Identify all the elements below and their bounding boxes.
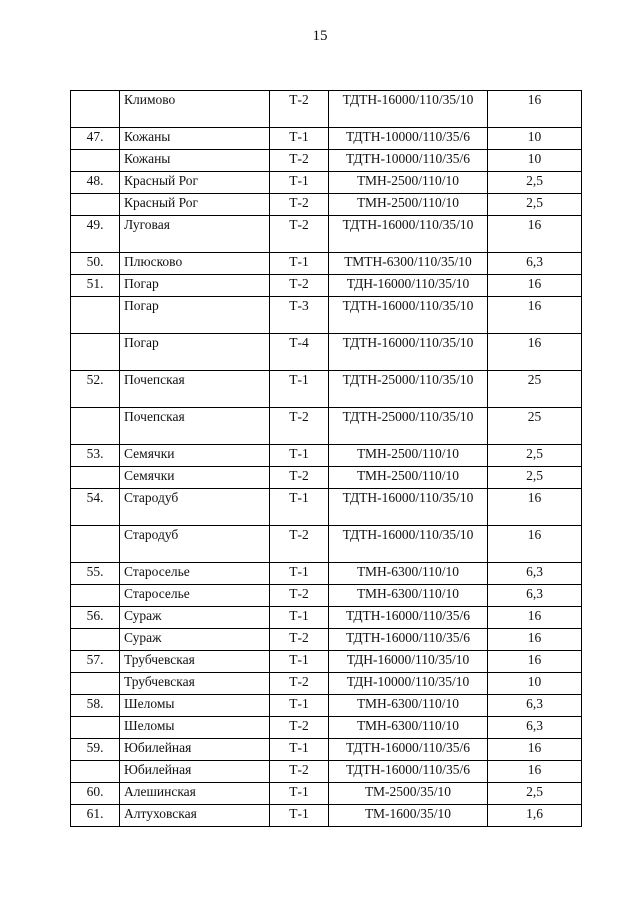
transformer-type-cell: ТДН-10000/110/35/10 — [329, 673, 488, 695]
transformer-id-cell: Т-1 — [270, 445, 329, 467]
power-mva-cell: 16 — [488, 607, 582, 629]
transformer-id-cell: Т-2 — [270, 761, 329, 783]
table-row — [71, 150, 582, 172]
row-number-cell — [71, 717, 120, 739]
transformer-type-cell: ТДТН-16000/110/35/6 — [329, 739, 488, 761]
transformer-type-cell: ТДТН-10000/110/35/6 — [329, 128, 488, 150]
table-row — [71, 717, 582, 739]
row-number-cell — [71, 673, 120, 695]
table-row — [71, 408, 582, 445]
transformer-type-cell: ТДТН-16000/110/35/6 — [329, 607, 488, 629]
row-number-cell: 57. — [71, 651, 120, 673]
transformer-id-cell: Т-3 — [270, 297, 329, 334]
substation-name-cell: Кожаны — [120, 150, 270, 172]
power-mva-cell: 1,6 — [488, 805, 582, 827]
transformer-id-cell: Т-1 — [270, 805, 329, 827]
transformer-id-cell: Т-2 — [270, 408, 329, 445]
substation-name-cell: Погар — [120, 334, 270, 371]
transformer-type-cell: ТМТН-6300/110/35/10 — [329, 253, 488, 275]
power-mva-cell: 2,5 — [488, 194, 582, 216]
transformer-type-cell: ТМН-2500/110/10 — [329, 467, 488, 489]
row-number-cell: 55. — [71, 563, 120, 585]
transformer-type-cell: ТМ-1600/35/10 — [329, 805, 488, 827]
row-number-cell — [71, 334, 120, 371]
transformer-id-cell: Т-1 — [270, 783, 329, 805]
power-mva-cell: 10 — [488, 673, 582, 695]
row-number-cell — [71, 408, 120, 445]
row-number-cell: 59. — [71, 739, 120, 761]
substation-name-cell: Почепская — [120, 371, 270, 408]
row-number-cell — [71, 91, 120, 128]
table-row — [71, 739, 582, 761]
row-number-cell — [71, 150, 120, 172]
transformer-id-cell: Т-1 — [270, 563, 329, 585]
transformer-type-cell: ТМН-6300/110/10 — [329, 717, 488, 739]
row-number-cell — [71, 297, 120, 334]
table-row — [71, 297, 582, 334]
power-mva-cell: 16 — [488, 651, 582, 673]
power-mva-cell: 16 — [488, 275, 582, 297]
substation-transformer-table — [70, 90, 582, 827]
table-row — [71, 585, 582, 607]
transformer-id-cell: Т-2 — [270, 150, 329, 172]
transformer-type-cell: ТМ-2500/35/10 — [329, 783, 488, 805]
transformer-id-cell: Т-2 — [270, 585, 329, 607]
row-number-cell: 60. — [71, 783, 120, 805]
transformer-id-cell: Т-1 — [270, 128, 329, 150]
power-mva-cell: 16 — [488, 216, 582, 253]
power-mva-cell: 2,5 — [488, 445, 582, 467]
power-mva-cell: 10 — [488, 128, 582, 150]
table-row — [71, 91, 582, 128]
table-row — [71, 607, 582, 629]
substation-name-cell: Юбилейная — [120, 761, 270, 783]
power-mva-cell: 6,3 — [488, 695, 582, 717]
transformer-type-cell: ТДТН-16000/110/35/6 — [329, 629, 488, 651]
substation-name-cell: Плюсково — [120, 253, 270, 275]
row-number-cell: 48. — [71, 172, 120, 194]
power-mva-cell: 10 — [488, 150, 582, 172]
row-number-cell: 52. — [71, 371, 120, 408]
table-row — [71, 489, 582, 526]
substation-name-cell: Семячки — [120, 445, 270, 467]
row-number-cell — [71, 526, 120, 563]
table-row — [71, 805, 582, 827]
table-row — [71, 445, 582, 467]
table-row — [71, 334, 582, 371]
power-mva-cell: 25 — [488, 371, 582, 408]
power-mva-cell: 16 — [488, 629, 582, 651]
transformer-type-cell: ТДТН-16000/110/35/10 — [329, 216, 488, 253]
power-mva-cell: 6,3 — [488, 717, 582, 739]
transformer-id-cell: Т-2 — [270, 275, 329, 297]
substation-name-cell: Красный Рог — [120, 194, 270, 216]
transformer-type-cell: ТДТН-16000/110/35/10 — [329, 489, 488, 526]
row-number-cell — [71, 761, 120, 783]
transformer-type-cell: ТДТН-16000/110/35/10 — [329, 526, 488, 563]
transformer-type-cell: ТМН-2500/110/10 — [329, 172, 488, 194]
substation-name-cell: Погар — [120, 275, 270, 297]
transformer-type-cell: ТДТН-25000/110/35/10 — [329, 371, 488, 408]
transformer-id-cell: Т-1 — [270, 253, 329, 275]
table-row — [71, 526, 582, 563]
power-mva-cell: 6,3 — [488, 253, 582, 275]
power-mva-cell: 6,3 — [488, 563, 582, 585]
table-row — [71, 275, 582, 297]
substation-name-cell: Трубчевская — [120, 651, 270, 673]
power-mva-cell: 6,3 — [488, 585, 582, 607]
table-row — [71, 467, 582, 489]
transformer-id-cell: Т-2 — [270, 629, 329, 651]
substation-name-cell: Шеломы — [120, 717, 270, 739]
transformer-id-cell: Т-2 — [270, 91, 329, 128]
transformer-type-cell: ТДН-16000/110/35/10 — [329, 275, 488, 297]
table-row — [71, 194, 582, 216]
substation-name-cell: Шеломы — [120, 695, 270, 717]
transformer-type-cell: ТМН-6300/110/10 — [329, 585, 488, 607]
row-number-cell: 51. — [71, 275, 120, 297]
power-mva-cell: 16 — [488, 526, 582, 563]
table-row — [71, 673, 582, 695]
table-row — [71, 172, 582, 194]
row-number-cell: 50. — [71, 253, 120, 275]
table-row — [71, 128, 582, 150]
transformer-id-cell: Т-2 — [270, 717, 329, 739]
transformer-type-cell: ТДТН-10000/110/35/6 — [329, 150, 488, 172]
transformer-id-cell: Т-1 — [270, 489, 329, 526]
table-row — [71, 651, 582, 673]
row-number-cell — [71, 194, 120, 216]
substation-name-cell: Климово — [120, 91, 270, 128]
power-mva-cell: 16 — [488, 297, 582, 334]
substation-name-cell: Сураж — [120, 607, 270, 629]
table-row — [71, 761, 582, 783]
row-number-cell — [71, 629, 120, 651]
row-number-cell: 56. — [71, 607, 120, 629]
substation-name-cell: Староселье — [120, 563, 270, 585]
row-number-cell: 53. — [71, 445, 120, 467]
table-row — [71, 216, 582, 253]
transformer-id-cell: Т-2 — [270, 467, 329, 489]
transformer-id-cell: Т-2 — [270, 216, 329, 253]
substation-name-cell: Семячки — [120, 467, 270, 489]
substation-name-cell: Сураж — [120, 629, 270, 651]
transformer-type-cell: ТМН-6300/110/10 — [329, 563, 488, 585]
table-row — [71, 695, 582, 717]
power-mva-cell: 16 — [488, 489, 582, 526]
transformer-type-cell: ТМН-2500/110/10 — [329, 445, 488, 467]
transformer-type-cell: ТМН-2500/110/10 — [329, 194, 488, 216]
table-row — [71, 783, 582, 805]
transformer-type-cell: ТДТН-16000/110/35/10 — [329, 297, 488, 334]
substation-name-cell: Стародуб — [120, 489, 270, 526]
power-mva-cell: 2,5 — [488, 172, 582, 194]
power-mva-cell: 16 — [488, 91, 582, 128]
substation-name-cell: Алешинская — [120, 783, 270, 805]
table-row — [71, 253, 582, 275]
transformer-type-cell: ТДТН-16000/110/35/6 — [329, 761, 488, 783]
transformer-id-cell: Т-2 — [270, 194, 329, 216]
transformer-id-cell: Т-1 — [270, 695, 329, 717]
table-row — [71, 563, 582, 585]
row-number-cell: 54. — [71, 489, 120, 526]
row-number-cell — [71, 467, 120, 489]
power-mva-cell: 16 — [488, 739, 582, 761]
substation-name-cell: Красный Рог — [120, 172, 270, 194]
power-mva-cell: 2,5 — [488, 783, 582, 805]
transformer-id-cell: Т-1 — [270, 371, 329, 408]
substation-name-cell: Трубчевская — [120, 673, 270, 695]
transformer-type-cell: ТМН-6300/110/10 — [329, 695, 488, 717]
table-row — [71, 629, 582, 651]
power-mva-cell: 16 — [488, 761, 582, 783]
transformer-id-cell: Т-1 — [270, 172, 329, 194]
transformer-id-cell: Т-1 — [270, 651, 329, 673]
transformer-id-cell: Т-2 — [270, 526, 329, 563]
page-number: 15 — [312, 28, 328, 44]
substation-name-cell: Погар — [120, 297, 270, 334]
transformer-type-cell: ТДТН-16000/110/35/10 — [329, 91, 488, 128]
transformer-id-cell: Т-4 — [270, 334, 329, 371]
row-number-cell — [71, 585, 120, 607]
transformer-type-cell: ТДТН-16000/110/35/10 — [329, 334, 488, 371]
transformer-id-cell: Т-1 — [270, 607, 329, 629]
substation-name-cell: Почепская — [120, 408, 270, 445]
transformer-type-cell: ТДТН-25000/110/35/10 — [329, 408, 488, 445]
substation-name-cell: Луговая — [120, 216, 270, 253]
transformer-id-cell: Т-1 — [270, 739, 329, 761]
substation-name-cell: Юбилейная — [120, 739, 270, 761]
power-mva-cell: 2,5 — [488, 467, 582, 489]
substation-name-cell: Алтуховская — [120, 805, 270, 827]
substation-name-cell: Староселье — [120, 585, 270, 607]
power-mva-cell: 16 — [488, 334, 582, 371]
transformer-id-cell: Т-2 — [270, 673, 329, 695]
row-number-cell: 47. — [71, 128, 120, 150]
table-row — [71, 371, 582, 408]
row-number-cell: 58. — [71, 695, 120, 717]
row-number-cell: 49. — [71, 216, 120, 253]
substation-name-cell: Стародуб — [120, 526, 270, 563]
power-mva-cell: 25 — [488, 408, 582, 445]
row-number-cell: 61. — [71, 805, 120, 827]
table-body — [71, 91, 582, 827]
transformer-type-cell: ТДН-16000/110/35/10 — [329, 651, 488, 673]
substation-name-cell: Кожаны — [120, 128, 270, 150]
